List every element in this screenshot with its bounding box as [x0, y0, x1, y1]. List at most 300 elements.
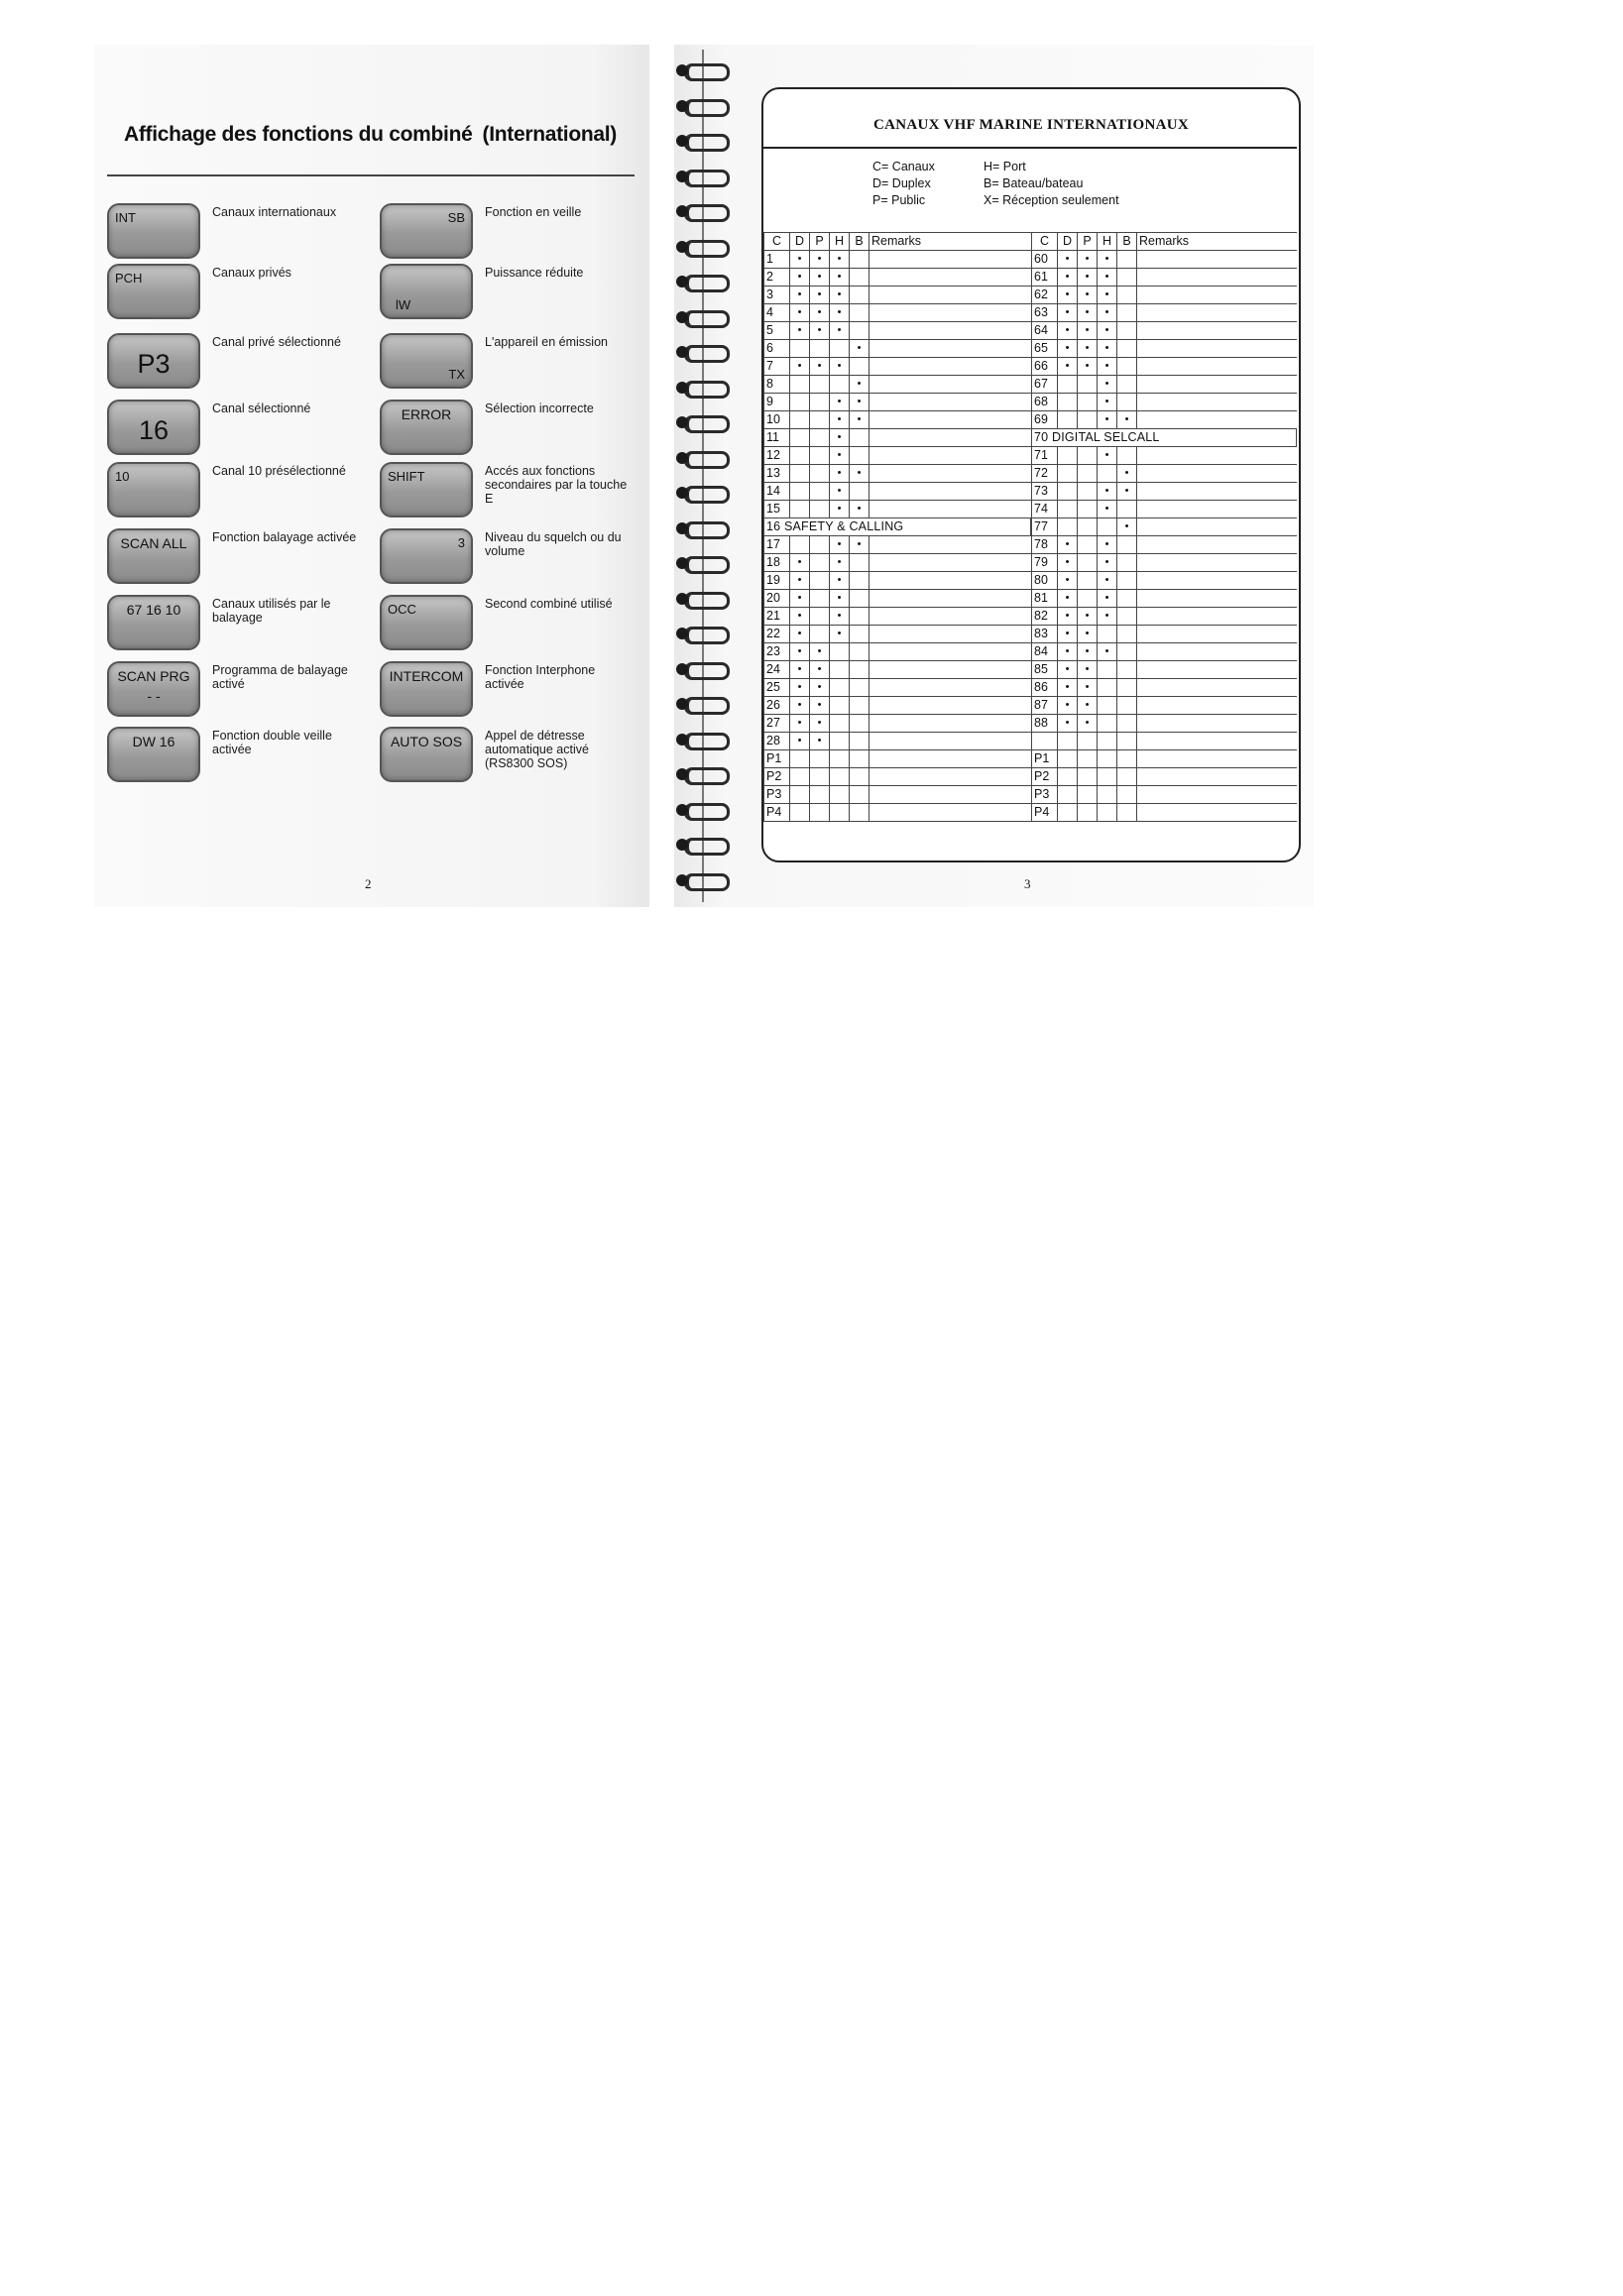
- ring-loop: [684, 99, 730, 117]
- lcd-display-p3: [107, 333, 200, 389]
- table-header-row: [1032, 233, 1297, 251]
- channel-flag-p: [1078, 483, 1098, 501]
- remarks-cell: [1137, 358, 1297, 376]
- ring-hole: [676, 346, 688, 358]
- table-header-row: [764, 233, 1031, 251]
- channel-number: 67: [1032, 376, 1058, 394]
- lcd-text: 10: [115, 469, 130, 484]
- ring-hole: [676, 839, 688, 851]
- channel-flag-p: [810, 572, 830, 590]
- channel-flag-h: •: [830, 590, 850, 608]
- remarks-cell: [869, 679, 1031, 697]
- channel-flag-p: [810, 786, 830, 804]
- table-row: [764, 768, 1031, 786]
- channel-flag-h: [830, 715, 850, 733]
- table-row: [1032, 394, 1297, 411]
- channel-flag-h: [830, 750, 850, 768]
- remarks-cell: [869, 697, 1031, 715]
- channel-flag-h: •: [830, 269, 850, 287]
- lcd-display-ch10: [107, 462, 200, 517]
- channel-flag-h: •: [830, 322, 850, 340]
- channel-flag-b: [1117, 340, 1137, 358]
- table-row: [764, 554, 1031, 572]
- ring-hole: [676, 698, 688, 710]
- channel-number: 2: [764, 269, 790, 287]
- table-row: [1032, 590, 1297, 608]
- channel-flag-p: •: [810, 287, 830, 304]
- table-row: [764, 429, 1031, 447]
- ring-loop: [684, 275, 730, 292]
- ring-loop: [684, 486, 730, 504]
- channel-flag-p: •: [1078, 269, 1098, 287]
- channel-number: 80: [1032, 572, 1058, 590]
- channel-number: 13: [764, 465, 790, 483]
- ring-loop: [684, 556, 730, 574]
- table-row: [764, 643, 1031, 661]
- table-row: [1032, 322, 1297, 340]
- lcd-text: PCH: [115, 271, 143, 286]
- spiral-ring: [676, 554, 726, 572]
- channel-flag-p: •: [810, 661, 830, 679]
- table-row: [764, 251, 1031, 269]
- channel-flag-p: •: [810, 251, 830, 269]
- ring-loop: [684, 733, 730, 750]
- lcd-display-dw16: [107, 727, 200, 782]
- channel-flag-h: [1098, 518, 1117, 536]
- channel-flag-h: [1098, 465, 1117, 483]
- ring-hole: [676, 311, 688, 323]
- left-page-title-paren: (International): [482, 123, 617, 146]
- channel-number: P3: [764, 786, 790, 804]
- remarks-cell: [869, 447, 1031, 465]
- channel-flag-p: •: [1078, 322, 1098, 340]
- channel-flag-h: •: [830, 483, 850, 501]
- channel-flag-d: •: [1058, 715, 1078, 733]
- channel-flag-d: [1058, 750, 1078, 768]
- channel-flag-b: [850, 715, 869, 733]
- spiral-ring: [676, 308, 726, 326]
- channel-flag-p: [810, 340, 830, 358]
- channel-flag-d: [1058, 518, 1078, 536]
- remarks-cell: [869, 733, 1031, 750]
- channel-flag-b: [850, 679, 869, 697]
- function-description: Canaux utilisés par le balayage: [212, 597, 331, 625]
- channel-number: 22: [764, 626, 790, 643]
- special-channel-row: 16 SAFETY & CALLING: [764, 518, 1031, 536]
- channel-flag-b: •: [850, 340, 869, 358]
- channel-flag-p: •: [1078, 626, 1098, 643]
- channel-flag-p: [1078, 447, 1098, 465]
- channel-flag-d: •: [790, 715, 810, 733]
- remarks-cell: [1137, 804, 1297, 822]
- channel-flag-p: [810, 608, 830, 626]
- function-description: Canal 10 présélectionné: [212, 464, 346, 478]
- channel-flag-d: [1058, 804, 1078, 822]
- remarks-cell: [1137, 518, 1297, 536]
- ring-loop: [684, 521, 730, 539]
- channel-flag-b: [1117, 251, 1137, 269]
- channel-flag-b: [1117, 697, 1137, 715]
- table-row: [1032, 251, 1297, 269]
- table-row: [1032, 608, 1297, 626]
- channel-flag-d: [1058, 394, 1078, 411]
- ring-hole: [676, 241, 688, 253]
- channel-number: 73: [1032, 483, 1058, 501]
- remarks-cell: [869, 501, 1031, 518]
- ring-hole: [676, 171, 688, 182]
- channel-flag-b: •: [850, 394, 869, 411]
- table-row: [764, 304, 1031, 322]
- channel-number: 68: [1032, 394, 1058, 411]
- channel-number: P1: [764, 750, 790, 768]
- channel-flag-b: [850, 750, 869, 768]
- table-row: [1032, 679, 1297, 697]
- channel-flag-d: [790, 501, 810, 518]
- remarks-cell: [869, 804, 1031, 822]
- ring-loop: [684, 415, 730, 433]
- remarks-cell: [869, 768, 1031, 786]
- channel-flag-h: [830, 768, 850, 786]
- ring-loop: [684, 627, 730, 644]
- remarks-cell: [869, 411, 1031, 429]
- table-row: [1032, 750, 1297, 768]
- channel-flag-d: •: [1058, 626, 1078, 643]
- channel-flag-p: [810, 394, 830, 411]
- column-header: D: [1058, 233, 1078, 251]
- channel-flag-p: [810, 536, 830, 554]
- ring-hole: [676, 874, 688, 886]
- ring-hole: [676, 734, 688, 746]
- function-description: Fonction balayage activée: [212, 530, 357, 544]
- lcd-display-pch: [107, 264, 200, 319]
- table-row: [1032, 626, 1297, 643]
- remarks-cell: [1137, 572, 1297, 590]
- column-header: D: [790, 233, 810, 251]
- channel-flag-p: [1078, 750, 1098, 768]
- channel-flag-h: •: [1098, 411, 1117, 429]
- remarks-cell: [1137, 590, 1297, 608]
- channel-flag-d: [1058, 411, 1078, 429]
- function-description: Puissance réduite: [485, 266, 584, 280]
- channel-flag-d: •: [790, 661, 810, 679]
- channel-number: 66: [1032, 358, 1058, 376]
- channel-flag-d: •: [790, 322, 810, 340]
- spiral-ring: [676, 765, 726, 783]
- ring-loop: [684, 838, 730, 856]
- channel-number: 5: [764, 322, 790, 340]
- channel-flag-d: •: [1058, 697, 1078, 715]
- remarks-cell: [869, 643, 1031, 661]
- channel-number: 6: [764, 340, 790, 358]
- lcd-display-sb: [380, 203, 473, 259]
- channel-flag-h: •: [830, 626, 850, 643]
- lcd-text: 67 16 10: [126, 602, 181, 618]
- spiral-ring: [676, 484, 726, 502]
- legend-left: [872, 159, 935, 209]
- spiral-ring: [676, 132, 726, 150]
- ring-hole: [676, 768, 688, 780]
- channel-flag-b: [1117, 804, 1137, 822]
- table-row: [764, 536, 1031, 554]
- channel-flag-p: •: [1078, 697, 1098, 715]
- spiral-ring: [676, 801, 726, 819]
- table-row: [764, 358, 1031, 376]
- remarks-cell: [1137, 322, 1297, 340]
- channel-flag-h: •: [830, 411, 850, 429]
- table-row: [764, 340, 1031, 358]
- remarks-cell: [1137, 626, 1297, 643]
- ring-hole: [676, 452, 688, 464]
- ring-loop: [684, 697, 730, 715]
- remarks-cell: [1137, 661, 1297, 679]
- channel-flag-h: •: [830, 608, 850, 626]
- function-item-shift: [380, 462, 647, 521]
- channel-flag-p: •: [1078, 304, 1098, 322]
- channel-flag-p: [810, 626, 830, 643]
- channel-flag-b: •: [1117, 518, 1137, 536]
- channel-flag-d: •: [790, 626, 810, 643]
- table-row: [764, 518, 1031, 536]
- table-row: [764, 483, 1031, 501]
- channel-flag-d: [790, 447, 810, 465]
- channel-number: 82: [1032, 608, 1058, 626]
- legend-item: X= Réception seulement: [984, 193, 1119, 207]
- remarks-cell: [869, 750, 1031, 768]
- channel-number: 77: [1032, 518, 1058, 536]
- channel-flag-d: •: [790, 251, 810, 269]
- ring-hole: [676, 663, 688, 675]
- lcd-text: SCAN PRG: [117, 668, 190, 684]
- channel-flag-d: •: [1058, 661, 1078, 679]
- channel-flag-h: •: [830, 358, 850, 376]
- table-row: [764, 697, 1031, 715]
- channel-flag-p: •: [1078, 608, 1098, 626]
- ring-hole: [676, 276, 688, 287]
- table-row: [1032, 340, 1297, 358]
- channel-flag-b: [1117, 447, 1137, 465]
- table-row: [1032, 697, 1297, 715]
- channel-flag-b: [850, 643, 869, 661]
- table-row: [1032, 269, 1297, 287]
- channel-flag-b: [1117, 269, 1137, 287]
- ring-loop: [684, 767, 730, 785]
- remarks-cell: [869, 340, 1031, 358]
- remarks-cell: [869, 429, 1031, 447]
- table-row: [764, 501, 1031, 518]
- channel-flag-d: [790, 750, 810, 768]
- spiral-ring: [676, 168, 726, 185]
- left-page-title-main: Affichage des fonctions du combiné: [124, 123, 473, 146]
- channel-flag-h: •: [1098, 643, 1117, 661]
- channel-flag-h: •: [830, 429, 850, 447]
- lcd-display-scan-all: [107, 528, 200, 584]
- column-header: H: [1098, 233, 1117, 251]
- ring-hole: [676, 205, 688, 217]
- column-header: B: [850, 233, 869, 251]
- channel-number: 8: [764, 376, 790, 394]
- legend-item: B= Bateau/bateau: [984, 176, 1084, 190]
- table-row: [764, 590, 1031, 608]
- table-row: [1032, 287, 1297, 304]
- spiral-ring: [676, 449, 726, 467]
- lcd-text: lW: [396, 297, 411, 312]
- channel-flag-d: [790, 411, 810, 429]
- channel-flag-b: •: [850, 501, 869, 518]
- channel-flag-d: •: [1058, 572, 1078, 590]
- channel-number: 21: [764, 608, 790, 626]
- ring-hole: [676, 64, 688, 76]
- channel-flag-p: [810, 483, 830, 501]
- remarks-cell: [869, 251, 1031, 269]
- channel-number: P4: [764, 804, 790, 822]
- function-description: Accés aux fonctions secondaires par la touche E: [485, 464, 628, 506]
- channel-number: 84: [1032, 643, 1058, 661]
- channel-flag-h: [830, 733, 850, 750]
- remarks-cell: [1137, 447, 1297, 465]
- channel-number: P4: [1032, 804, 1058, 822]
- channel-flag-h: •: [830, 501, 850, 518]
- left-page-title: [124, 123, 617, 147]
- ring-loop: [684, 451, 730, 469]
- table-row: [764, 733, 1031, 750]
- lcd-display-shift: [380, 462, 473, 517]
- lcd-text: SHIFT: [388, 469, 425, 484]
- channel-number: 4: [764, 304, 790, 322]
- channel-number: 25: [764, 679, 790, 697]
- channel-flag-d: •: [790, 679, 810, 697]
- ring-loop: [684, 381, 730, 399]
- channel-flag-d: •: [1058, 590, 1078, 608]
- channel-flag-h: [830, 643, 850, 661]
- channel-flag-p: [810, 465, 830, 483]
- channel-number: 65: [1032, 340, 1058, 358]
- channel-flag-p: [1078, 501, 1098, 518]
- lcd-display-error: [380, 400, 473, 455]
- channel-flag-h: •: [1098, 572, 1117, 590]
- channel-flag-b: •: [1117, 465, 1137, 483]
- remarks-cell: [1137, 715, 1297, 733]
- table-row: [764, 804, 1031, 822]
- function-item-int: [107, 203, 375, 263]
- channel-flag-p: [810, 750, 830, 768]
- channel-flag-p: [810, 411, 830, 429]
- channel-number: 74: [1032, 501, 1058, 518]
- table-row: [764, 376, 1031, 394]
- remarks-cell: [869, 322, 1031, 340]
- channel-number: 24: [764, 661, 790, 679]
- spiral-binding: [670, 50, 740, 902]
- remarks-cell: [869, 590, 1031, 608]
- channel-flag-h: •: [830, 536, 850, 554]
- channel-flag-d: [790, 465, 810, 483]
- ring-loop: [684, 592, 730, 610]
- channel-number: 26: [764, 697, 790, 715]
- table-row: [764, 679, 1031, 697]
- legend-item: P= Public: [872, 193, 926, 207]
- channel-flag-d: [790, 786, 810, 804]
- channel-number: P1: [1032, 750, 1058, 768]
- channel-number: 87: [1032, 697, 1058, 715]
- ring-hole: [676, 135, 688, 147]
- channel-flag-p: •: [1078, 643, 1098, 661]
- channel-flag-d: •: [790, 304, 810, 322]
- table-row: [1032, 661, 1297, 679]
- channel-flag-h: [830, 697, 850, 715]
- channel-number: 63: [1032, 304, 1058, 322]
- function-item-dw16: [107, 727, 375, 786]
- remarks-cell: [1137, 643, 1297, 661]
- lcd-text: P3: [137, 349, 171, 379]
- channel-flag-d: [790, 536, 810, 554]
- lcd-text: 3: [457, 535, 465, 550]
- channel-flag-b: •: [850, 536, 869, 554]
- channel-flag-p: [1078, 465, 1098, 483]
- lcd-text: ERROR: [401, 406, 452, 422]
- lcd-text: INTERCOM: [389, 668, 464, 684]
- lcd-text: SB: [447, 210, 465, 225]
- ring-loop: [684, 662, 730, 680]
- function-item-ch16: [107, 400, 375, 459]
- channel-flag-d: [790, 768, 810, 786]
- channel-flag-h: •: [830, 394, 850, 411]
- ring-loop: [684, 240, 730, 258]
- lcd-display-auto-sos: [380, 727, 473, 782]
- remarks-cell: [1137, 768, 1297, 786]
- channel-flag-d: [1058, 733, 1078, 750]
- channel-flag-d: •: [1058, 340, 1078, 358]
- page-number-right: 3: [1024, 876, 1031, 891]
- ring-hole: [676, 557, 688, 569]
- channel-flag-b: •: [850, 376, 869, 394]
- remarks-cell: [1137, 608, 1297, 626]
- channel-number: 11: [764, 429, 790, 447]
- lcd-display-squelch: [380, 528, 473, 584]
- channel-flag-p: •: [810, 304, 830, 322]
- channel-flag-p: [810, 501, 830, 518]
- channel-number: 78: [1032, 536, 1058, 554]
- lcd-display-ch16: [107, 400, 200, 455]
- column-header: Remarks: [869, 233, 1031, 251]
- channel-number: 61: [1032, 269, 1058, 287]
- table-row: [1032, 518, 1297, 536]
- table-row: [764, 626, 1031, 643]
- table-row: [1032, 465, 1297, 483]
- channel-flag-p: [1078, 536, 1098, 554]
- spiral-ring: [676, 61, 726, 79]
- remarks-cell: [1137, 376, 1297, 394]
- remarks-cell: [869, 483, 1031, 501]
- ring-loop: [684, 134, 730, 152]
- channel-flag-b: [850, 251, 869, 269]
- channel-flag-d: •: [790, 733, 810, 750]
- channel-flag-b: [850, 768, 869, 786]
- channel-flag-d: •: [790, 697, 810, 715]
- channel-flag-d: [1058, 447, 1078, 465]
- channel-flag-d: •: [790, 572, 810, 590]
- column-header: B: [1117, 233, 1137, 251]
- column-header: C: [764, 233, 790, 251]
- remarks-cell: [1137, 465, 1297, 483]
- legend-item: H= Port: [984, 160, 1026, 173]
- channel-flag-b: [850, 626, 869, 643]
- function-item-scan-prg: [107, 661, 375, 721]
- channel-flag-b: [850, 804, 869, 822]
- ring-hole: [676, 382, 688, 394]
- remarks-cell: [869, 394, 1031, 411]
- function-item-tx: [380, 333, 647, 393]
- table-row: [764, 786, 1031, 804]
- channel-number: 3: [764, 287, 790, 304]
